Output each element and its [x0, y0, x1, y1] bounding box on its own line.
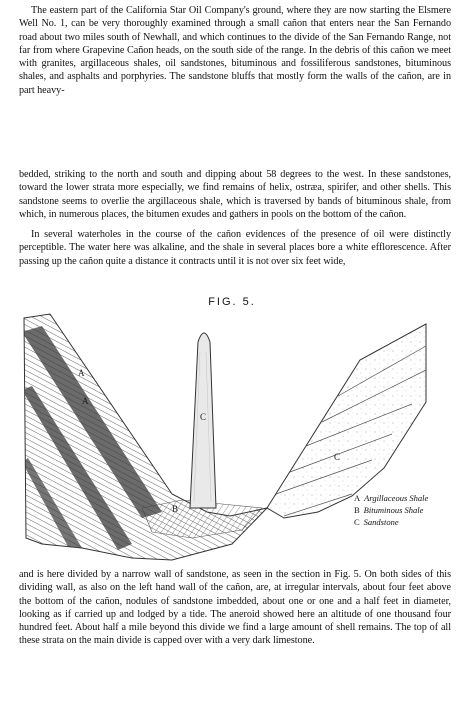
figure-caption: FIG. 5.	[208, 296, 256, 308]
paragraph-intro: The eastern part of the California Star Oil Company's ground, where they are now starting the Elsmere Well No. 1, can be very thoroughly examined through a small cañon that enters near the San Fernando road about two miles south of Newhall, and which continues to the divide of the San Fernando Range, not far from where Grapevine Cañon heads, on the south side of the range. In the debris of this cañon we meet with granites, argillaceous shales, oil sandstones, bituminous and fossiliferous sandstones, bituminous shales, and asphalts and porphyries. The sandstone bluffs that mostly form the walls of the cañon, are in part heavy-	[19, 5, 451, 96]
legend-text: Sandstone	[363, 517, 399, 527]
label-b: B	[172, 504, 179, 514]
legend-row-a	[354, 492, 454, 504]
legend-row-b	[354, 504, 454, 516]
paragraph-waterholes: In several waterholes in the course of the cañon evidences of the presence of oil were distinctly perceptible. The water here was alkaline, and the shale in several places bore a white efflorescence. After passing up the cañon quite a distance it contracts until it is not over six feet wide,	[19, 229, 451, 267]
label-c-right: C	[334, 452, 341, 462]
figure-legend	[354, 492, 454, 528]
label-a-top: A	[78, 368, 85, 378]
legend-key: B	[354, 505, 360, 515]
legend-text: Argillaceous Shale	[364, 493, 429, 503]
paragraph-dividing-wall: and is here divided by a narrow wall of sandstone, as seen in the section in Fig. 5. On both sides of this dividing wall, as also on the left hand wall of the cañon, are, at irregular intervals, about four feet above the bottom of the cañon, nodules of sandstone imbedded, about one or one and a half feet in diameter, looking as if carried up and lodged by a tide. The aneroid showed here an altitude of one thousand four hundred feet. About half a mile beyond this divide we find a large amount of shell remains. The top of all these strata on the main divide is capped over with a very dark limestone.	[19, 569, 451, 647]
paragraph-sandstone: bedded, striking to the north and south and dipping about 58 degrees to the west. In these sandstones, toward the lower strata more especially, we find remains of helix, ostræa, spirifer, and other shells. This sandstone seems to overlie the argillaceous shale, which is traversed by bands of bituminous shale, from which, in numerous places, the bitumen exudes and gathers in pools on the bottom of the cañon.	[19, 169, 451, 220]
legend-row-c	[354, 516, 454, 528]
legend-key: A	[354, 493, 361, 503]
legend-key: C	[354, 517, 360, 527]
legend-text: Bituminous Shale	[363, 505, 424, 515]
label-a-mid: A	[82, 396, 89, 406]
label-c-wall: C	[200, 412, 207, 422]
